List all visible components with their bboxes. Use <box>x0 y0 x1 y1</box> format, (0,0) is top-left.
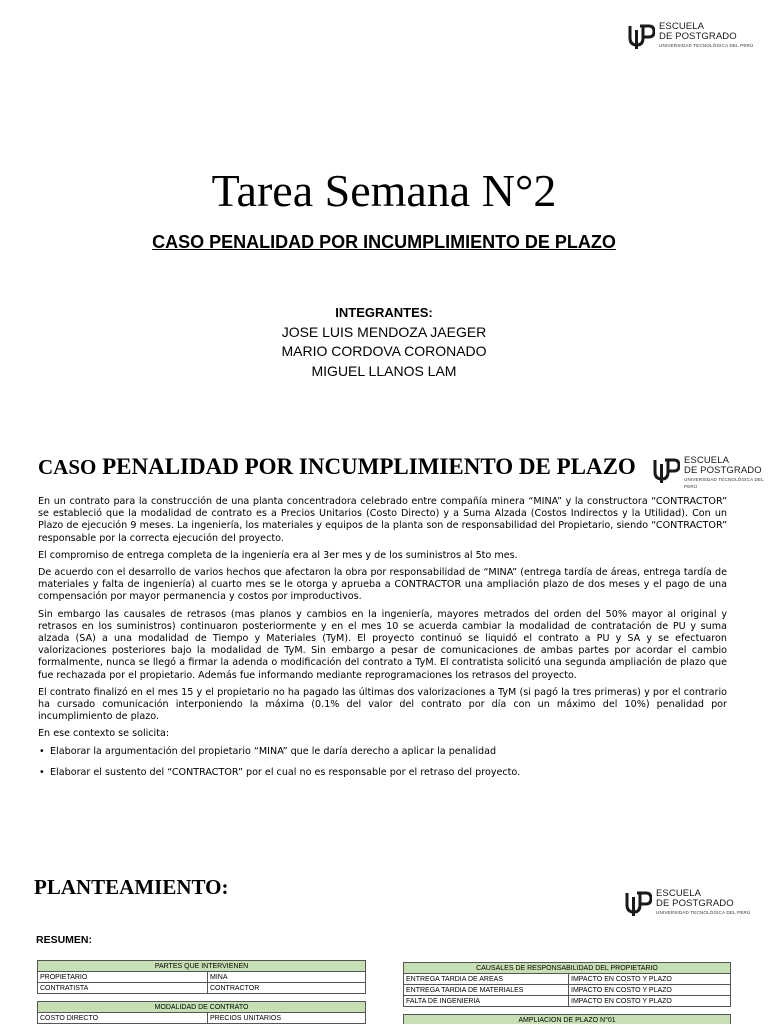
university-logo <box>627 22 753 50</box>
member-name: MIGUEL LLANOS LAM <box>311 362 457 379</box>
table-header: PARTES QUE INTERVIENEN <box>38 961 366 972</box>
table-row <box>38 994 366 1002</box>
table-row <box>404 963 731 974</box>
table-row <box>404 1007 731 1015</box>
logo-line-3: UNIVERSIDAD TECNOLÓGICA DEL PERÚ <box>659 43 754 48</box>
utp-logo-icon <box>627 22 655 50</box>
university-logo <box>624 889 750 917</box>
logo-line-3: UNIVERSIDAD TECNOLÓGICA DEL PERÚ <box>656 910 751 915</box>
paragraph: En un contrato para la construcción de una planta concentradora celebrado entre compañía minera “MINA” y la constructora “CONTRACTOR” se estableció que la modalidad de contrato es a Precios Unitarios (Costo Directo) y a Suma Alzada (Costos Indirectos y la Utilidad). Con un Plazo de ejecución 9 meses. La ingeniería, los materiales y equipos de la planta son de responsabilidad del Propietario, siendo “CONTRACTOR” responsable por la correcta ejecución del proyecto. <box>38 496 727 544</box>
team-members <box>0 303 768 381</box>
table-row <box>38 1002 366 1013</box>
paragraph: Sin embargo las causales de retrasos (mas planos y cambios en la ingeniería, mayores metrados del orden del 50% mayor al original y retrasos en los suministros) continuaron posteriormente y en el mes 10 se acuerda cambiar la modalidad de contratación de PU y suma alzada (SA) a una modalidad de Tiempo y Materiales (TyM). El proyecto continuó se liquidó el contrato a PU y SA y se efectuaron valorizaciones posteriores bajo la modalidad de TyM. Sin embargo a pesar de comunicaciones de ambas partes por acordar el cambio formalmente, nunca se llegó a firmar la adenda o modificación del contrato a TyM. El contratista solicitó una segunda ampliación de plazo que fue rechazada por el propietario. Además fue informando mediante reprogramaciones los retrasos del proyecto. <box>38 608 727 681</box>
request-list <box>38 746 727 779</box>
list-item: • Elaborar la argumentación del propietario “MINA” que le daría derecho a aplicar la penalidad <box>38 746 727 758</box>
paragraph: El compromiso de entrega completa de la ingeniería era al 3er mes y de los suministros al 5to mes. <box>38 549 518 561</box>
table-cell: IMPACTO EN COSTO Y PLAZO <box>569 985 731 996</box>
table-header: AMPLIACION DE PLAZO N°01 <box>404 1015 731 1024</box>
table-cell: ENTREGA TARDIA DE AREAS <box>404 974 569 985</box>
table-row <box>404 1015 731 1024</box>
member-name: MARIO CORDOVA CORONADO <box>281 343 487 359</box>
logo-line-1: ESCUELA <box>684 455 730 466</box>
table-row <box>404 974 731 985</box>
table-cell: PROPIETARIO <box>38 972 208 983</box>
utp-logo-icon <box>652 456 680 484</box>
section-title: PLANTEAMIENTO: <box>34 875 229 899</box>
table-cell: ENTREGA TARDIA DE MATERIALES <box>404 985 569 996</box>
table-row <box>38 961 366 972</box>
table-cell: CONTRACTOR <box>208 983 366 994</box>
table-header: CAUSALES DE RESPONSABILIDAD DEL PROPIETARIO <box>404 963 731 974</box>
logo-line-2: DE POSTGRADO <box>659 31 737 42</box>
paragraph: El contrato finalizó en el mes 15 y el propietario no ha pagado las últimas dos valorizaciones a TyM (si pagó la tres primeras) y por el contrario ha cursado comunicación interponiendo la máxima (0.1% del valor del contrato por día con un máximo del 10%) penalidad por incumplimiento de plazo. <box>38 686 727 723</box>
parties-table <box>37 960 366 1024</box>
table-row <box>38 972 366 983</box>
table-cell: COSTO DIRECTO <box>38 1013 208 1024</box>
members-heading: INTEGRANTES: <box>335 305 433 320</box>
list-item: • Elaborar el sustento del “CONTRACTOR” por el cual no es responsable por el retraso del proyecto. <box>38 767 727 779</box>
table-cell: CONTRATISTA <box>38 983 208 994</box>
page-title: Tarea Semana N°2 <box>211 165 557 216</box>
table-row <box>38 983 366 994</box>
case-title <box>38 454 640 480</box>
table-row <box>404 996 731 1007</box>
table-row <box>38 1013 366 1024</box>
case-title-rest: PENALIDAD POR INCUMPLIMIENTO DE PLAZO <box>96 454 636 479</box>
paragraph: De acuerdo con el desarrollo de varios hechos que afectaron la obra por responsabilidad de “MINA” (entrega tardía de áreas, entrega tardía de materiales y falta de ingeniería) al cuarto mes se le otorga y aprueba a CONTRACTOR una ampliación plazo de dos meses y el pago de una compensación por mayor permanencia y costos por improductivos. <box>38 567 727 603</box>
table-cell: IMPACTO EN COSTO Y PLAZO <box>569 974 731 985</box>
table-cell: IMPACTO EN COSTO Y PLAZO <box>569 996 731 1007</box>
logo-line-1: ESCUELA <box>659 21 705 32</box>
page-subtitle: CASO PENALIDAD POR INCUMPLIMIENTO DE PLAZO <box>152 232 616 252</box>
logo-line-3: UNIVERSIDAD TECNOLÓGICA DEL PERÚ <box>684 477 764 489</box>
table-cell: MINA <box>208 972 366 983</box>
table-header: MODALIDAD DE CONTRATO <box>38 1002 366 1013</box>
table-row <box>404 985 731 996</box>
logo-line-1: ESCUELA <box>656 888 702 899</box>
causes-table <box>403 962 731 1024</box>
logo-line-2: DE POSTGRADO <box>656 898 734 909</box>
table-cell: PRECIOS UNITARIOS <box>208 1013 366 1024</box>
utp-logo-icon <box>624 889 652 917</box>
member-name: JOSE LUIS MENDOZA JAEGER <box>281 323 487 340</box>
table-cell: FALTA DE INGENIERIA <box>404 996 569 1007</box>
case-description <box>38 496 727 788</box>
university-logo <box>652 456 768 490</box>
case-title-prefix: CASO <box>38 455 97 479</box>
summary-label: RESUMEN: <box>36 934 93 946</box>
paragraph: En ese contexto se solicita: <box>38 728 170 740</box>
logo-line-2: DE POSTGRADO <box>684 465 762 476</box>
